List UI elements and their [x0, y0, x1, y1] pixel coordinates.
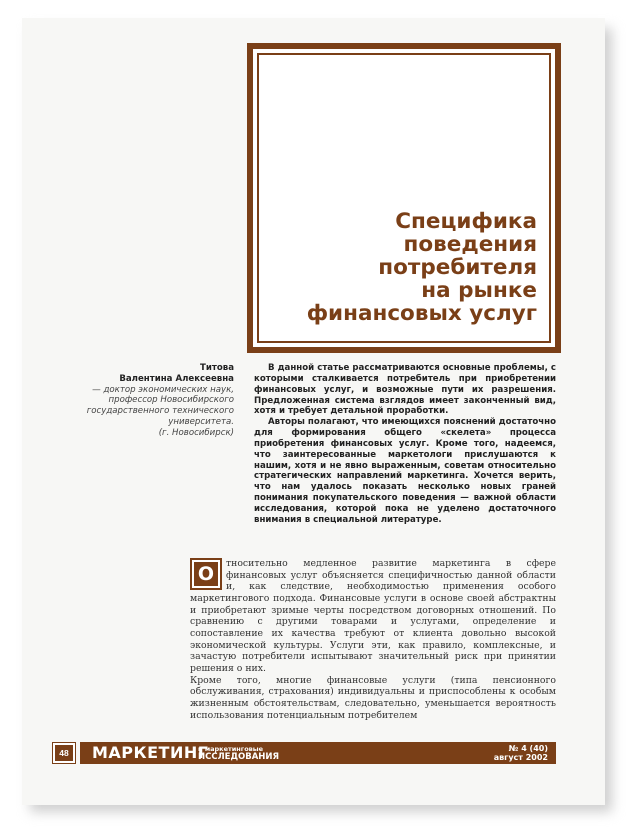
title-line: поведения	[403, 232, 537, 257]
drop-cap: О	[192, 560, 220, 588]
author-city: (г. Новосибирск)	[158, 427, 234, 438]
page-number: 48	[55, 745, 73, 761]
issue-number: № 4 (40)	[508, 744, 548, 753]
page-footer	[52, 742, 556, 764]
brand-bar	[80, 742, 556, 764]
abstract-paragraph: В данной статье рассматриваются основные проблемы, с которыми сталкивается потребитель при приобретении финансовых услуг, и возможные пути их разрешения. Предложенная система взглядов имеет законченный вид, хотя и требует детальной проработки.	[254, 363, 556, 417]
author-role-line: университета.	[168, 416, 234, 427]
article-body	[190, 558, 556, 721]
author-role-line: профессор Новосибирского	[108, 395, 234, 406]
title-line: финансовых услуг	[306, 301, 537, 326]
magazine-logo: МАРКЕТИНГ	[92, 743, 209, 762]
title-line: на рынке	[421, 278, 537, 303]
article-title	[307, 210, 537, 325]
author-block	[74, 363, 234, 439]
page-number-box	[52, 742, 76, 764]
magazine-page	[22, 18, 605, 805]
abstract	[254, 363, 556, 526]
author-role-line: государственного технического	[86, 406, 234, 417]
author-name: Валентина Алексеевна	[119, 373, 234, 384]
author-surname: Титова	[199, 363, 234, 373]
body-paragraph-text: тносительно медленное развитие маркетинга в сфере финансовых услуг объясняется специфичностью данной области и, как следствие, необходимостью применения особого маркетингового подхода. Финансовые услуги в основе своей абстрактны и приобретают зримые черты посредством договорных отношений. По сравнению с другими товарами и услугами, определение и сопоставление их качества требуют от клиента довольно высокой экономической культуры. Услуги эти, как правило, комплексные, и зачастую потребители испытывают значительный риск при принятии решения о них.	[190, 558, 556, 674]
issue-date: август 2002	[493, 753, 548, 762]
title-line: потребителя	[378, 255, 537, 280]
body-paragraph: Кроме того, многие финансовые услуги (типа пенсионного обслуживания, страхования) индивидуальны и приспособлены к особым жизненным обстоятельствам, следовательно, уменьшается вероятность использования потенциальным потребителем	[190, 674, 556, 721]
title-line: Специфика	[395, 209, 537, 234]
abstract-paragraph: Авторы полагают, что имеющихся пояснений достаточно для формирования общего «скелета» процесса приобретения финансовых услуг. Кроме того, надеемся, что заинтересованные маркетологи прислушаются к нашим, хотя и не явно выраженным, советам относительно стратегических направлений маркетинга. Хочется верить, что нам удалось показать несколько новых граней понимания покупательского поведения — важной области исследования, которой пока не уделено достаточного внимания в специальной литературе.	[254, 417, 556, 525]
body-paragraph	[190, 558, 556, 675]
magazine-subtitle: и маркетинговые ИССЛЕДОВАНИЯ	[198, 745, 280, 762]
issue-info	[494, 744, 548, 762]
title-frame	[247, 43, 561, 353]
author-role-line: — доктор экономических наук,	[92, 384, 234, 395]
